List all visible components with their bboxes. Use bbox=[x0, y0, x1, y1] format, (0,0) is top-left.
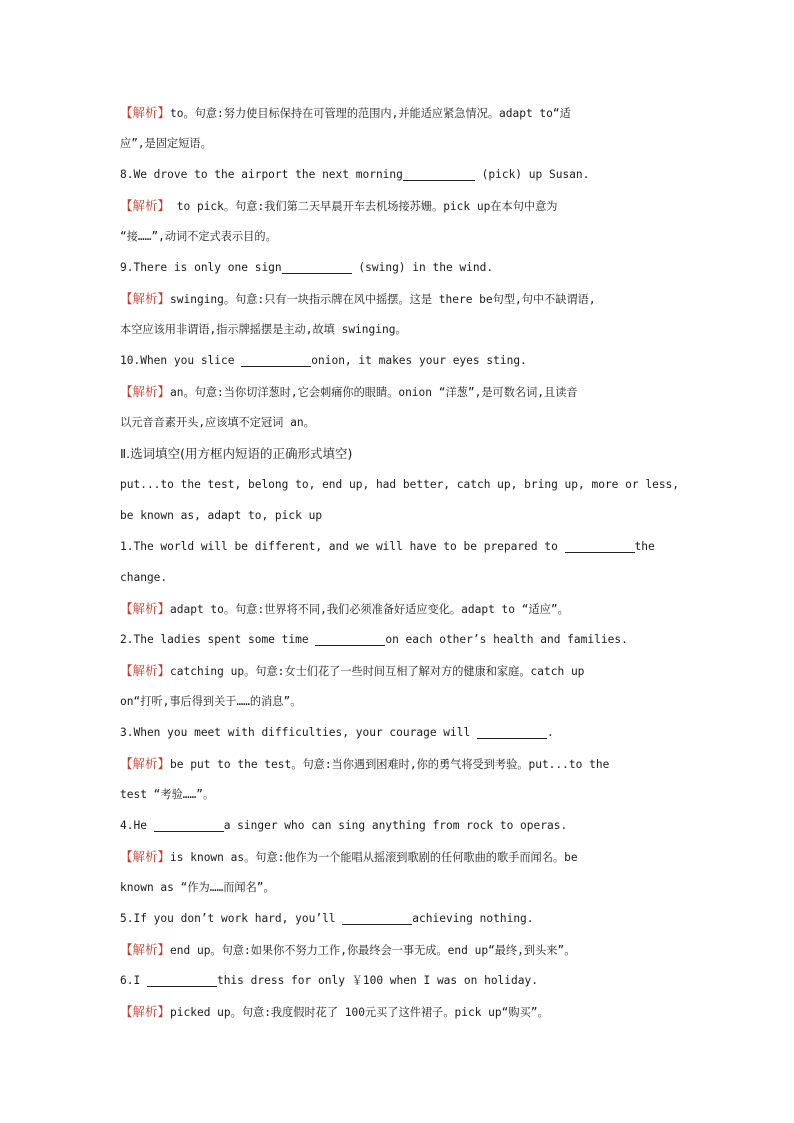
answer-blank[interactable] bbox=[282, 259, 352, 274]
analysis-text: known as “作为……而闻名”。 bbox=[120, 881, 275, 894]
answer-blank[interactable] bbox=[477, 724, 547, 739]
analysis-text: on“打听,事后得到关于……的消息”。 bbox=[120, 695, 302, 708]
analysis-text: catching up。句意:女士们花了一些时间互相了解对方的健康和家庭。catch up bbox=[170, 665, 585, 678]
question-text: 5.If you don’t work hard, you’ll bbox=[120, 912, 343, 925]
question-line bbox=[120, 903, 680, 934]
answer-blank[interactable] bbox=[403, 166, 475, 181]
question-line bbox=[120, 345, 680, 376]
question-line bbox=[120, 252, 680, 283]
question-text: 3.When you meet with difficulties, your courage will bbox=[120, 726, 477, 739]
analysis-text: to pick。句意:我们第二天早晨开车去机场接苏姗。pick up在本句中意为 bbox=[170, 200, 558, 213]
analysis-line bbox=[120, 996, 680, 1027]
analysis-line bbox=[120, 655, 680, 686]
analysis-text: “接……”,动词不定式表示目的。 bbox=[120, 230, 277, 243]
analysis-text: adapt to。句意:世界将不同,我们必须准备好适应变化。adapt to “适应”。 bbox=[170, 603, 569, 616]
question-line bbox=[120, 810, 680, 841]
document-page bbox=[120, 97, 680, 1027]
text-line: put...to the test, belong to, end up, had better, catch up, bring up, more or less, bbox=[120, 478, 680, 491]
question-text: 2.The ladies spent some time bbox=[120, 633, 316, 646]
analysis-text: end up。句意:如果你不努力工作,你最终会一事无成。end up“最终,到头来”。 bbox=[170, 944, 576, 957]
analysis-tag: 【解析】 bbox=[120, 384, 171, 399]
analysis-text: swinging。句意:只有一块指示牌在风中摇摆。这是 there be句型,句中不缺谓语, bbox=[170, 293, 596, 306]
question-text: 4.He bbox=[120, 819, 154, 832]
analysis-text: test “考验……”。 bbox=[120, 788, 215, 801]
analysis-line bbox=[120, 593, 680, 624]
analysis-text: be put to the test。句意:当你遇到困难时,你的勇气将受到考验。put...to the bbox=[170, 758, 610, 771]
analysis-tag: 【解析】 bbox=[120, 849, 171, 864]
question-text-end: . bbox=[546, 726, 554, 739]
analysis-text: 本空应该用非谓语,指示牌摇摆是主动,故填 swinging。 bbox=[120, 323, 407, 336]
analysis-line bbox=[120, 221, 680, 252]
question-text-end: (swing) in the wind. bbox=[351, 261, 494, 274]
analysis-tag: 【解析】 bbox=[120, 756, 171, 771]
analysis-line bbox=[120, 128, 680, 159]
analysis-tag: 【解析】 bbox=[120, 198, 171, 213]
analysis-line bbox=[120, 872, 680, 903]
question-text-end: this dress for only ￥100 when I was on holiday. bbox=[216, 974, 538, 987]
question-line bbox=[120, 717, 680, 748]
analysis-line bbox=[120, 841, 680, 872]
analysis-line bbox=[120, 748, 680, 779]
question-text-end: onion, it makes your eyes sting. bbox=[311, 354, 527, 367]
question-text-end: a singer who can sing anything from rock to operas. bbox=[223, 819, 568, 832]
analysis-text: to。句意:努力使目标保持在可管理的范围内,并能适应紧急情况。adapt to“适 bbox=[170, 107, 571, 120]
question-text: 10.When you slice bbox=[120, 354, 242, 367]
analysis-line bbox=[120, 97, 680, 128]
question-text: 1.The world will be different, and we will have to be prepared to bbox=[120, 540, 565, 553]
text-line: be known as, adapt to, pick up bbox=[120, 509, 323, 522]
analysis-line bbox=[120, 779, 680, 810]
analysis-line bbox=[120, 314, 680, 345]
analysis-text: an。句意:当你切洋葱时,它会刺痛你的眼睛。onion “洋葱”,是可数名词,且读音 bbox=[170, 386, 578, 399]
analysis-tag: 【解析】 bbox=[120, 1004, 171, 1019]
analysis-text: 以元音音素开头,应该填不定冠词 an。 bbox=[120, 416, 315, 429]
answer-blank[interactable] bbox=[315, 631, 385, 646]
analysis-tag: 【解析】 bbox=[120, 942, 171, 957]
section-heading: Ⅱ.选词填空(用方框内短语的正确形式填空) bbox=[120, 446, 353, 461]
analysis-line bbox=[120, 686, 680, 717]
question-line bbox=[120, 965, 680, 996]
answer-blank[interactable] bbox=[147, 972, 217, 987]
answer-blank[interactable] bbox=[565, 538, 635, 553]
analysis-tag: 【解析】 bbox=[120, 663, 171, 678]
question-text-end: the bbox=[634, 540, 655, 553]
text-line: change. bbox=[120, 571, 168, 584]
analysis-line bbox=[120, 376, 680, 407]
question-text: 8.We drove to the airport the next morning bbox=[120, 168, 403, 181]
question-text: 9.There is only one sign bbox=[120, 261, 282, 274]
analysis-tag: 【解析】 bbox=[120, 601, 171, 616]
analysis-line bbox=[120, 190, 680, 221]
analysis-text: picked up。句意:我度假时花了 100元买了这件裙子。pick up“购买”。 bbox=[170, 1006, 549, 1019]
question-text-end: (pick) up Susan. bbox=[474, 168, 590, 181]
question-line bbox=[120, 624, 680, 655]
question-text-end: on each other’s health and families. bbox=[385, 633, 628, 646]
analysis-tag: 【解析】 bbox=[120, 291, 171, 306]
question-line bbox=[120, 159, 680, 190]
analysis-line bbox=[120, 407, 680, 438]
analysis-tag: 【解析】 bbox=[120, 105, 171, 120]
question-text: 6.I bbox=[120, 974, 147, 987]
analysis-line bbox=[120, 283, 680, 314]
question-text-end: achieving nothing. bbox=[412, 912, 534, 925]
analysis-text: 应”,是固定短语。 bbox=[120, 137, 212, 150]
answer-blank[interactable] bbox=[342, 910, 412, 925]
answer-blank[interactable] bbox=[241, 352, 311, 367]
question-line bbox=[120, 531, 680, 562]
analysis-line bbox=[120, 934, 680, 965]
analysis-text: is known as。句意:他作为一个能唱从摇滚到歌剧的任何歌曲的歌手而闻名。be bbox=[170, 851, 578, 864]
answer-blank[interactable] bbox=[154, 817, 224, 832]
